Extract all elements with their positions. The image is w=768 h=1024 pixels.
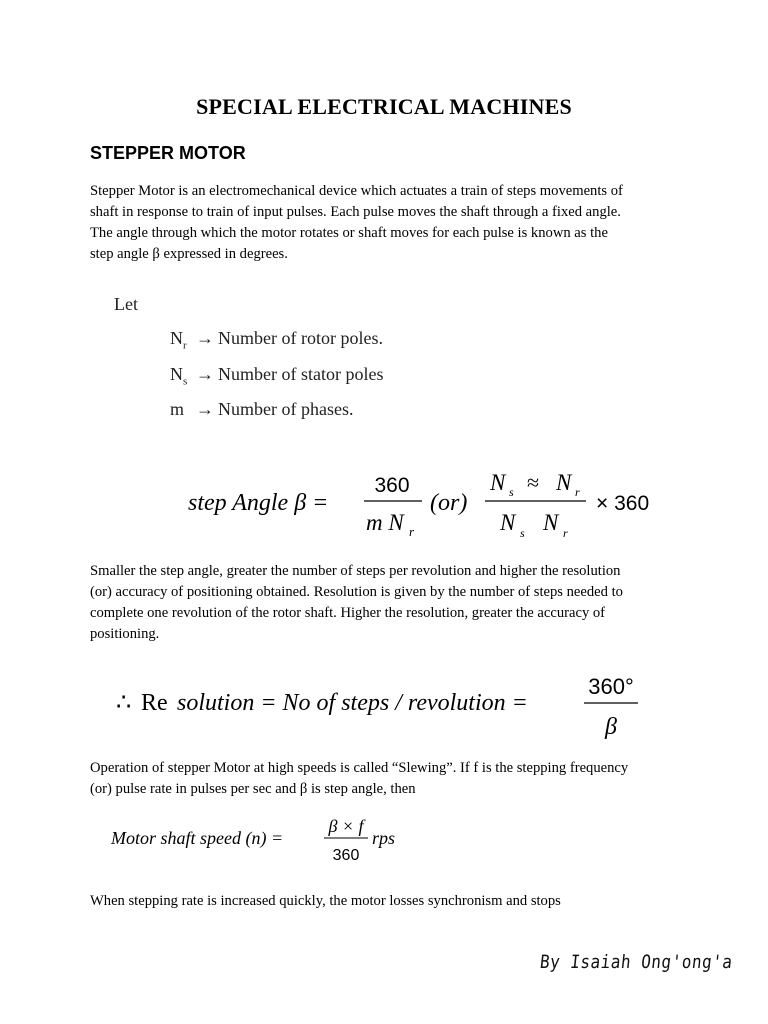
fraction1-numerator: 360 (374, 474, 410, 497)
fraction2-num-a: N (490, 470, 506, 495)
definition-text: Number of phases. (218, 399, 354, 419)
arrow-icon: → (196, 328, 214, 348)
definition-symbol: $N_s$ (170, 364, 188, 388)
fraction2-num-a-sub: s (509, 485, 514, 499)
resolution-lhs: solution = No of steps / revolution = (177, 690, 528, 716)
speed-lhs: Motor shaft speed (n) = (111, 828, 284, 848)
step-angle-equation (188, 470, 649, 540)
paragraph-line: shaft in response to train of input pulses. Each pulse moves the shaft through a fixed angle. (90, 204, 621, 220)
times-360: × 360 (596, 492, 650, 515)
fraction2-den-b: N (543, 510, 559, 535)
paragraph-line: complete one revolution of the rotor shaft. Higher the resolution, greater the accuracy of (90, 605, 606, 621)
speed-denominator: 360 (332, 847, 360, 864)
paragraph-line: step angle β expressed in degrees. (90, 246, 288, 262)
paragraph-line: positioning. (90, 626, 160, 642)
paragraph-synchronism (90, 891, 680, 912)
paragraph-line: Smaller the step angle, greater the number of steps per revolution and higher the resolution (90, 563, 621, 579)
speed-unit: rps (372, 828, 396, 848)
paragraph-slewing (90, 758, 680, 800)
fraction1-denominator-sub: r (409, 524, 415, 539)
equation-lhs: step Angle β = (188, 490, 329, 516)
paragraph-resolution (90, 561, 680, 645)
fraction1-denominator: m N (366, 510, 404, 535)
fraction2-num-b: N (556, 470, 572, 495)
resolution-denominator: β (605, 714, 617, 740)
or-text: (or) (430, 490, 468, 516)
paragraph-line: (or) accuracy of positioning obtained. Resolution is given by the number of steps needed to (90, 584, 623, 600)
author-signature: By Isaiah Ong'ong'a (538, 950, 734, 973)
fraction2-den-a: N (500, 510, 516, 535)
fraction2-den-b-sub: r (563, 526, 568, 540)
paragraph-line: Operation of stepper Motor at high speeds is called “Slewing”. If f is the stepping frequency (90, 760, 629, 776)
section-heading: STEPPER MOTOR (90, 143, 246, 163)
fraction2-num-b-sub: r (575, 485, 580, 499)
speed-numerator: β × f (328, 816, 364, 836)
definition-symbol: $N_r$ (170, 328, 187, 352)
let-label: Let (114, 294, 138, 314)
resolution-equation (116, 674, 638, 740)
resolution-re: Re (141, 690, 168, 716)
fraction2-den-a-sub: s (520, 526, 525, 540)
definition-symbol: m (170, 399, 185, 419)
approx-symbol: ≈ (527, 470, 540, 495)
paragraph-line: Stepper Motor is an electromechanical device which actuates a train of steps movements of (90, 183, 623, 199)
definition-text: Number of rotor poles. (218, 328, 383, 348)
arrow-icon: → (196, 364, 214, 384)
paragraph-line: The angle through which the motor rotates or shaft moves for each pulse is known as the (90, 225, 608, 241)
definition-text: Number of stator poles (218, 364, 384, 384)
therefore-symbol: ∴ (116, 690, 132, 716)
paragraph-line: When stepping rate is increased quickly, the motor losses synchronism and stops (90, 893, 561, 909)
arrow-icon: → (196, 399, 214, 419)
resolution-numerator: 360° (588, 674, 634, 699)
document-title: SPECIAL ELECTRICAL MACHINES (196, 94, 572, 119)
shaft-speed-equation (110, 816, 395, 864)
paragraph-line: (or) pulse rate in pulses per sec and β is step angle, then (90, 781, 416, 797)
